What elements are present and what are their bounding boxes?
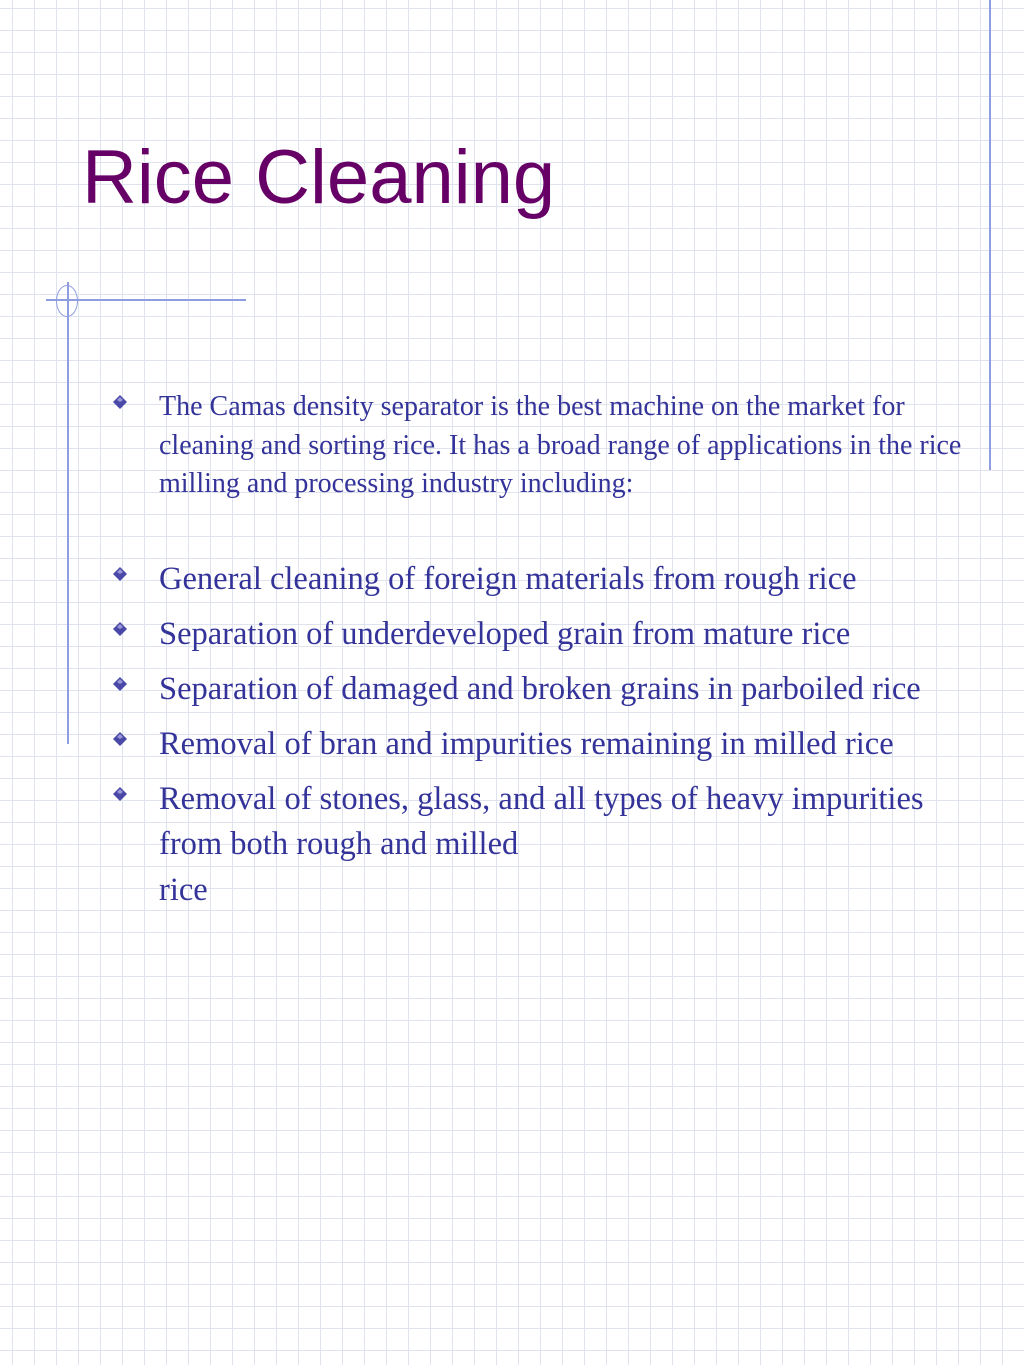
right-accent-line: [989, 0, 991, 470]
list-item: [110, 557, 970, 603]
diamond-bullet-icon: [113, 787, 127, 801]
list-item: [110, 612, 970, 658]
diamond-bullet-icon: [113, 622, 127, 636]
intro-text: The Camas density separator is the best machine on the market for cleaning and sorting rice. It has a broad range of applications in the rice milling and processing industry including:: [159, 391, 962, 499]
diamond-bullet-icon: [113, 732, 127, 746]
diamond-bullet-icon: [113, 567, 127, 581]
list-item-text: Separation of damaged and broken grains in parboiled rice: [159, 670, 921, 707]
list-item: [110, 722, 970, 768]
list-item-text: General cleaning of foreign materials from rough rice: [159, 560, 857, 597]
diamond-bullet-icon: [113, 395, 127, 409]
list-item-text: Separation of underdeveloped grain from mature rice: [159, 615, 851, 652]
list-item: [110, 777, 970, 914]
accent-loop: [56, 285, 78, 317]
list-item-text: Removal of stones, glass, and all types of heavy impurities from both rough and milled rice: [159, 780, 924, 908]
left-accent-line: [67, 282, 69, 744]
bullet-list: [110, 388, 970, 923]
list-item-intro: [110, 388, 970, 504]
list-item-text: Removal of bran and impurities remaining in milled rice: [159, 725, 894, 762]
diamond-bullet-icon: [113, 677, 127, 691]
slide-title: Rice Cleaning: [82, 135, 556, 220]
list-item: [110, 667, 970, 713]
